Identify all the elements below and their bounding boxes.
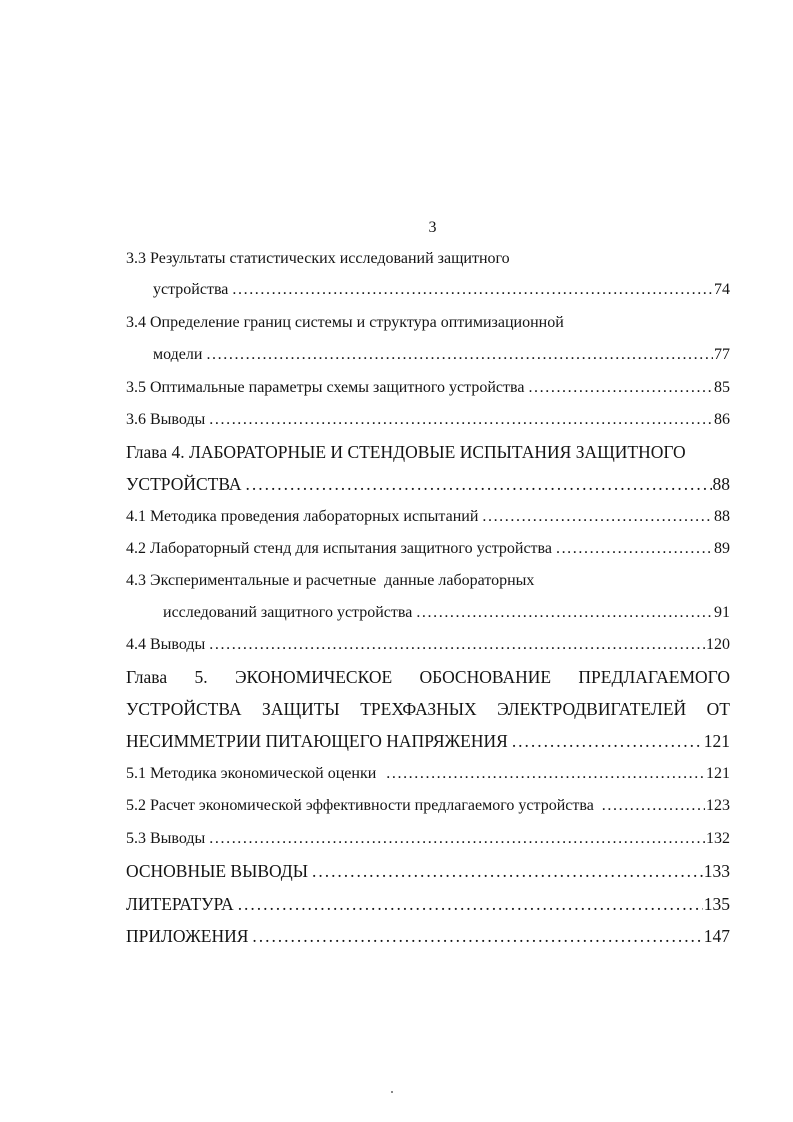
scan-speck [391,1091,393,1093]
toc-entry-4-3 [126,569,730,593]
toc-page-number: 132 [706,830,730,847]
toc-page-number: 121 [703,731,730,751]
toc-entry-title: УСТРОЙСТВА [126,474,242,494]
toc-entry-title: 5.2 Расчет экономической эффективности предлагаемого устройства [126,797,594,814]
toc-entry-literature [126,892,730,916]
toc-chapter-5-cont [126,729,730,753]
toc-page-number: 88 [714,508,730,525]
toc-entry-3-3 [126,247,730,271]
toc-entry-3-4 [126,311,730,335]
toc-word: ЗАЩИТЫ [262,699,340,719]
toc-page-number: 74 [714,281,730,298]
toc-entry-title: устройства [153,281,229,298]
toc-entry-3-5 [126,376,730,400]
toc-word: Глава [126,667,168,687]
toc-word: УСТРОЙСТВА [126,699,242,719]
toc-page-number: 77 [714,346,730,363]
toc-word: ЭКОНОМИЧЕСКОЕ [234,667,393,687]
toc-entry-title: ОСНОВНЫЕ ВЫВОДЫ [126,861,309,881]
toc-word: ЭЛЕКТРОДВИГАТЕЛЕЙ [497,699,687,719]
toc-leader-dots [602,794,705,818]
toc-page-number: 86 [714,411,730,428]
toc-page-number: 91 [714,604,730,621]
toc-entry-title: модели [153,346,203,363]
toc-entry-title: 5.3 Выводы [126,830,206,847]
toc-entry-title: 3.5 Оптимальные параметры схемы защитного устройства [126,379,525,396]
toc-leader-dots [482,505,713,529]
toc-leader-dots [209,827,705,851]
toc-word: ОБОСНОВАНИЕ [419,667,552,687]
toc-entry-3-6 [126,408,730,432]
toc-entry-appendices [126,924,730,948]
toc-leader-dots [528,376,713,400]
toc-leader-dots [416,601,713,625]
toc-word: ТРЕХФАЗНЫХ [360,699,477,719]
toc-page-number: 133 [703,861,730,881]
toc-entry-title: 3.6 Выводы [126,411,206,428]
toc-page-number: 135 [703,894,730,914]
toc-page-number: 88 [712,474,730,494]
toc-entry-4-3-cont [163,601,730,625]
toc-chapter-4-cont [126,472,730,496]
toc-entry-5-3 [126,827,730,851]
toc-entry-title: ЛИТЕРАТУРА [126,894,234,914]
toc-leader-dots [206,343,713,367]
toc-entry-title: 5.1 Методика экономической оценки [126,765,377,782]
toc-entry-4-1 [126,505,730,529]
toc-leader-dots [209,633,705,657]
toc-entry-3-3-cont [153,278,730,302]
toc-entry-3-4-cont [153,343,730,367]
toc-leader-dots [232,278,713,302]
toc-entry-title: 3.4 Определение границ системы и структура оптимизационной [126,314,564,331]
toc-page-number: 147 [703,926,730,946]
toc-leader-dots [312,859,703,883]
toc-chapter-5-heading-cont [126,697,730,721]
toc-entry-title: 4.1 Методика проведения лабораторных испытаний [126,508,479,525]
toc-entry-4-4 [126,633,730,657]
toc-entry-main-conclusions [126,859,730,883]
toc-entry-title: 4.3 Экспериментальные и расчетные данные лабораторных [126,572,535,589]
toc-entry-title: 3.3 Результаты статистических исследований защитного [126,250,510,267]
toc-leader-dots [209,408,713,432]
toc-leader-dots [556,537,713,561]
toc-entry-4-2 [126,537,730,561]
toc-entry-title: Глава 4. ЛАБОРАТОРНЫЕ И СТЕНДОВЫЕ ИСПЫТАНИЯ ЗАЩИТНОГО [126,442,686,462]
toc-leader-dots [246,472,712,496]
toc-chapter-5-heading [126,665,730,689]
toc-page-number: 123 [706,797,730,814]
toc-leader-dots [238,892,703,916]
toc-entry-title: НЕСИММЕТРИИ ПИТАЮЩЕГО НАПРЯЖЕНИЯ [126,731,508,751]
page-number: 3 [428,219,437,236]
toc-page-number: 120 [706,636,730,653]
toc-leader-dots [252,924,702,948]
toc-page-number: 85 [714,379,730,396]
toc-word: 5. [194,667,208,687]
toc-word: ОТ [706,699,730,719]
toc-leader-dots [386,762,705,786]
toc-entry-title: 4.2 Лабораторный стенд для испытания защитного устройства [126,540,552,557]
toc-leader-dots [512,729,703,753]
toc-entry-5-1 [126,762,730,786]
toc-entry-5-2 [126,794,730,818]
toc-page-number: 121 [706,765,730,782]
toc-chapter-4-heading [126,440,730,464]
toc-entry-title: ПРИЛОЖЕНИЯ [126,926,249,946]
toc-page-number: 89 [714,540,730,557]
toc-entry-title: исследований защитного устройства [163,604,413,621]
toc-entry-title: 4.4 Выводы [126,636,206,653]
toc-word: ПРЕДЛАГАЕМОГО [578,667,730,687]
